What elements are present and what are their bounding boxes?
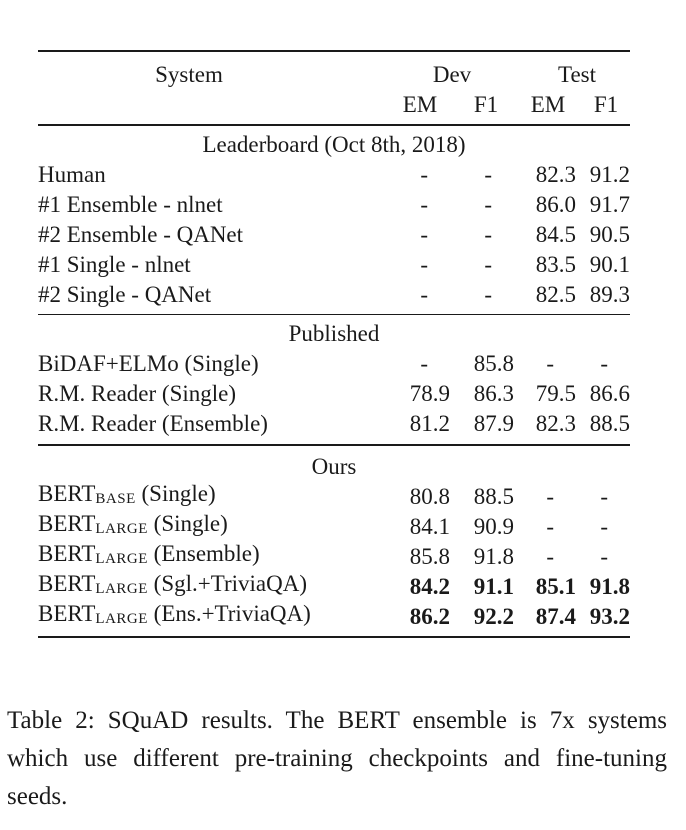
model-name: BERT [38,511,96,536]
system-name: #2 Single - QANet [38,281,212,307]
dev-em-cell: - [420,191,428,217]
dev-em-cell: 85.8 [409,543,450,569]
test-f1-cell: 89.3 [589,281,630,307]
model-name: BERT [38,481,96,506]
test-em-cell: 79.5 [535,381,576,406]
header-test-em: EM [530,92,566,117]
dev-em-cell: - [420,161,428,187]
model-size: LARGE [95,611,148,627]
table-row [38,572,630,602]
table-row [38,542,630,572]
model-variant: (Single) [147,511,228,536]
header-dev-f1: F1 [473,92,499,117]
section-title-published: Published [288,321,380,346]
table-row [38,409,630,439]
test-em-cell: 82.5 [535,281,576,307]
system-name [38,599,380,634]
model-name: BERT [38,601,96,626]
table-row [38,220,630,250]
bottom-rule [38,636,630,638]
test-f1-cell: - [600,351,608,376]
table-row [38,160,630,190]
test-em-cell: - [546,351,554,376]
test-em-cell: 83.5 [535,251,576,277]
section-rule [38,314,630,316]
header-test: Test [558,62,596,87]
table-row [38,280,630,310]
dev-em-cell: 78.9 [409,381,450,406]
model-variant: (Ens.+TriviaQA) [147,601,311,626]
dev-f1-cell: - [484,161,492,187]
header-rule [38,124,630,126]
model-variant: (Ensemble) [147,541,260,566]
model-variant: (Sgl.+TriviaQA) [147,571,307,596]
model-size: LARGE [95,521,148,537]
test-f1-cell: - [600,483,608,509]
test-f1-cell: 90.1 [589,251,630,277]
test-f1-cell: 91.2 [589,161,630,187]
table-row [38,349,630,379]
model-size: BASE [95,491,136,507]
test-em-cell: 85.1 [535,573,576,599]
dev-f1-cell: 88.5 [473,483,514,509]
dev-em-cell: - [420,221,428,247]
system-name: Human [38,161,106,187]
test-f1-cell: 91.8 [589,573,630,599]
test-em-cell: - [546,543,554,569]
test-f1-cell: 91.7 [589,191,630,217]
section-title-leaderboard: Leaderboard (Oct 8th, 2018) [202,131,466,157]
dev-em-cell: 81.2 [409,411,450,436]
table-row [38,482,630,512]
table-row [38,602,630,632]
test-f1-cell: - [600,513,608,539]
test-em-cell: 87.4 [535,603,576,629]
dev-f1-cell: 91.8 [473,543,514,569]
dev-f1-cell: 86.3 [473,381,514,406]
dev-em-cell: 84.1 [409,513,450,539]
dev-f1-cell: 90.9 [473,513,514,539]
model-size: LARGE [95,551,148,567]
system-name: R.M. Reader (Ensemble) [38,411,268,436]
system-name: #1 Single - nlnet [38,251,191,277]
results-table [38,50,630,638]
header-row-1 [38,60,630,90]
test-f1-cell: 88.5 [589,411,630,436]
dev-em-cell: 86.2 [409,603,450,629]
model-variant: (Single) [135,481,216,506]
model-size: LARGE [95,581,148,597]
table-row [38,379,630,409]
dev-em-cell: 80.8 [409,483,450,509]
dev-f1-cell: - [484,191,492,217]
header-test-f1: F1 [593,92,619,117]
dev-f1-cell: 85.8 [473,351,514,376]
test-em-cell: 82.3 [535,411,576,436]
top-rule [38,50,630,52]
dev-em-cell: - [420,251,428,277]
header-row-2 [38,90,630,120]
test-f1-cell: 93.2 [589,603,630,629]
test-f1-cell: 90.5 [589,221,630,247]
dev-em-cell: - [420,351,428,376]
section-rule [38,444,630,446]
system-name: R.M. Reader (Single) [38,381,237,406]
dev-f1-cell: - [484,281,492,307]
test-em-cell: 82.3 [535,161,576,187]
dev-em-cell: 84.2 [409,573,450,599]
test-em-cell: 84.5 [535,221,576,247]
model-name: BERT [38,541,96,566]
system-name: #2 Ensemble - QANet [38,221,244,247]
header-system: System [155,62,223,87]
table-row [38,250,630,280]
header-dev: Dev [432,62,472,87]
table-row [38,190,630,220]
dev-f1-cell: 91.1 [473,573,514,599]
dev-f1-cell: 92.2 [473,603,514,629]
dev-f1-cell: - [484,251,492,277]
system-name: #1 Ensemble - nlnet [38,191,223,217]
test-f1-cell: - [600,543,608,569]
test-em-cell: 86.0 [535,191,576,217]
dev-f1-cell: - [484,221,492,247]
test-em-cell: - [546,483,554,509]
model-name: BERT [38,571,96,596]
dev-em-cell: - [420,281,428,307]
table-row [38,512,630,542]
section-title-ours: Ours [311,453,357,479]
test-em-cell: - [546,513,554,539]
test-f1-cell: 86.6 [589,381,630,406]
dev-f1-cell: 87.9 [473,411,514,436]
table-caption: Table 2: SQuAD results. The BERT ensemble is 7x systems which use different pre-training checkpoints and fine-tuning seeds. [7,707,667,810]
system-name: BiDAF+ELMo (Single) [38,351,259,376]
header-dev-em: EM [402,92,438,117]
